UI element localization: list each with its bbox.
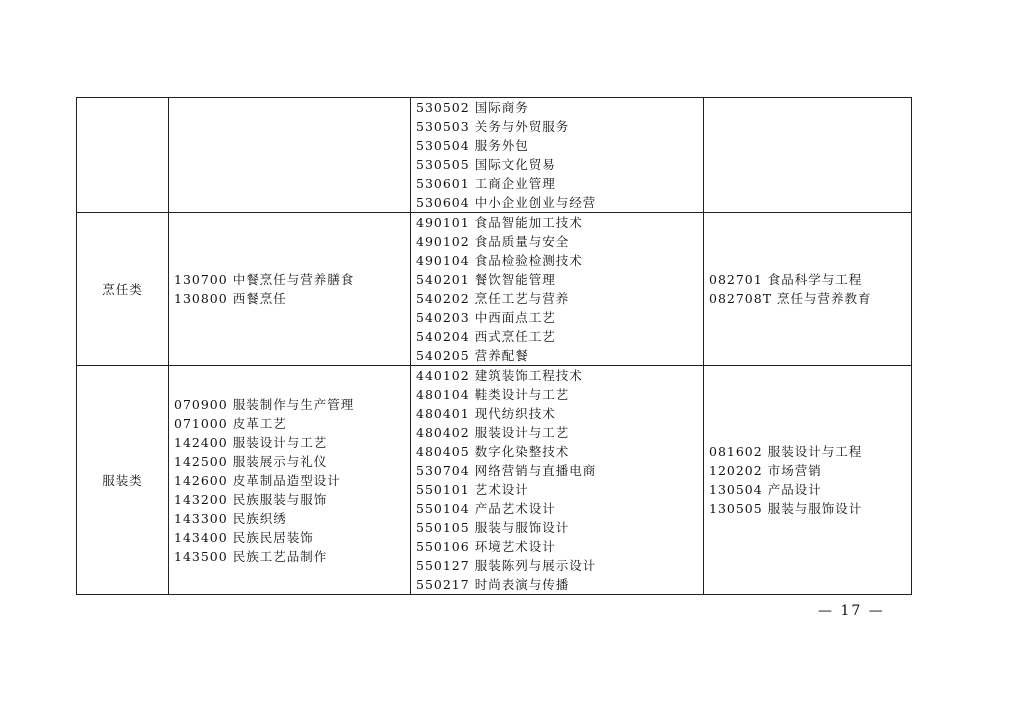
major-entry: 530504 服务外包 — [416, 138, 529, 153]
major-entry: 530601 工商企业管理 — [416, 176, 556, 191]
category-label: 烹任类 — [102, 282, 143, 297]
table-row — [77, 213, 912, 366]
major-entry: 540202 烹任工艺与营养 — [416, 291, 570, 306]
major-entry: 540205 营养配餐 — [416, 348, 529, 363]
major-entry: 540204 西式烹任工艺 — [416, 329, 556, 344]
category-cell — [77, 98, 169, 213]
major-entry: 130505 服装与服饰设计 — [709, 501, 863, 516]
major-entry: 540203 中西面点工艺 — [416, 310, 556, 325]
major-entry: 490102 食品质量与安全 — [416, 234, 570, 249]
major-entry: 550104 产品艺术设计 — [416, 501, 556, 516]
major-entry: 490104 食品检验检测技术 — [416, 253, 583, 268]
major-entry: 550101 艺术设计 — [416, 482, 529, 497]
major-entry: 070900 服装制作与生产管理 — [174, 396, 355, 412]
major-entry: 142600 皮革制品造型设计 — [174, 472, 341, 488]
vocational-majors-cell — [411, 98, 704, 213]
major-entry: 081602 服装设计与工程 — [709, 444, 863, 459]
major-entry: 120202 市场营销 — [709, 463, 822, 478]
major-entry: 550105 服装与服饰设计 — [416, 520, 570, 535]
secondary-majors-cell — [169, 98, 411, 213]
major-entry: 071000 皮革工艺 — [174, 415, 287, 431]
major-entry: 143500 民族工艺品制作 — [174, 548, 328, 564]
page-number: — 17 — — [818, 603, 885, 619]
category-cell — [77, 213, 169, 366]
major-entry: 142500 服装展示与礼仪 — [174, 453, 328, 469]
major-entry: 550217 时尚表演与传播 — [416, 577, 570, 592]
majors-table — [76, 97, 912, 595]
major-entry: 530503 关务与外贸服务 — [416, 119, 570, 134]
major-entry: 130700 中餐烹任与营养膳食 — [174, 272, 355, 287]
major-entry: 143400 民族民居装饰 — [174, 529, 314, 545]
major-entry: 082708T 烹任与营养教育 — [709, 291, 872, 306]
major-entry: 550127 服装陈列与展示设计 — [416, 558, 597, 573]
category-label: 服装类 — [102, 473, 143, 488]
major-entry: 143200 民族服装与服饰 — [174, 491, 328, 507]
major-entry: 480401 现代纺织技术 — [416, 406, 556, 421]
major-entry: 440102 建筑装饰工程技术 — [416, 368, 583, 383]
category-cell — [77, 366, 169, 595]
major-entry: 490101 食品智能加工技术 — [416, 215, 583, 230]
table-row — [77, 98, 912, 213]
undergrad-majors-cell — [704, 98, 912, 213]
vocational-majors-cell — [411, 366, 704, 595]
undergrad-majors-cell — [704, 213, 912, 366]
major-entry: 530604 中小企业创业与经营 — [416, 195, 597, 210]
major-entry: 530502 国际商务 — [416, 100, 529, 115]
major-entry: 082701 食品科学与工程 — [709, 272, 863, 287]
major-entry: 530704 网络营销与直播电商 — [416, 463, 597, 478]
secondary-majors-cell — [169, 366, 411, 595]
major-entry: 540201 餐饮智能管理 — [416, 272, 556, 287]
table-row — [77, 366, 912, 595]
major-entry: 480405 数字化染整技术 — [416, 444, 570, 459]
secondary-majors-cell — [169, 213, 411, 366]
undergrad-majors-cell — [704, 366, 912, 595]
major-entry: 142400 服装设计与工艺 — [174, 434, 328, 450]
major-entry: 480104 鞋类设计与工艺 — [416, 387, 570, 402]
major-entry: 480402 服装设计与工艺 — [416, 425, 570, 440]
major-entry: 550106 环境艺术设计 — [416, 539, 556, 554]
major-entry: 143300 民族织绣 — [174, 510, 287, 526]
majors-table-body — [77, 98, 912, 595]
vocational-majors-cell — [411, 213, 704, 366]
major-entry: 130504 产品设计 — [709, 482, 822, 497]
major-entry: 530505 国际文化贸易 — [416, 157, 556, 172]
major-entry: 130800 西餐烹任 — [174, 291, 287, 306]
